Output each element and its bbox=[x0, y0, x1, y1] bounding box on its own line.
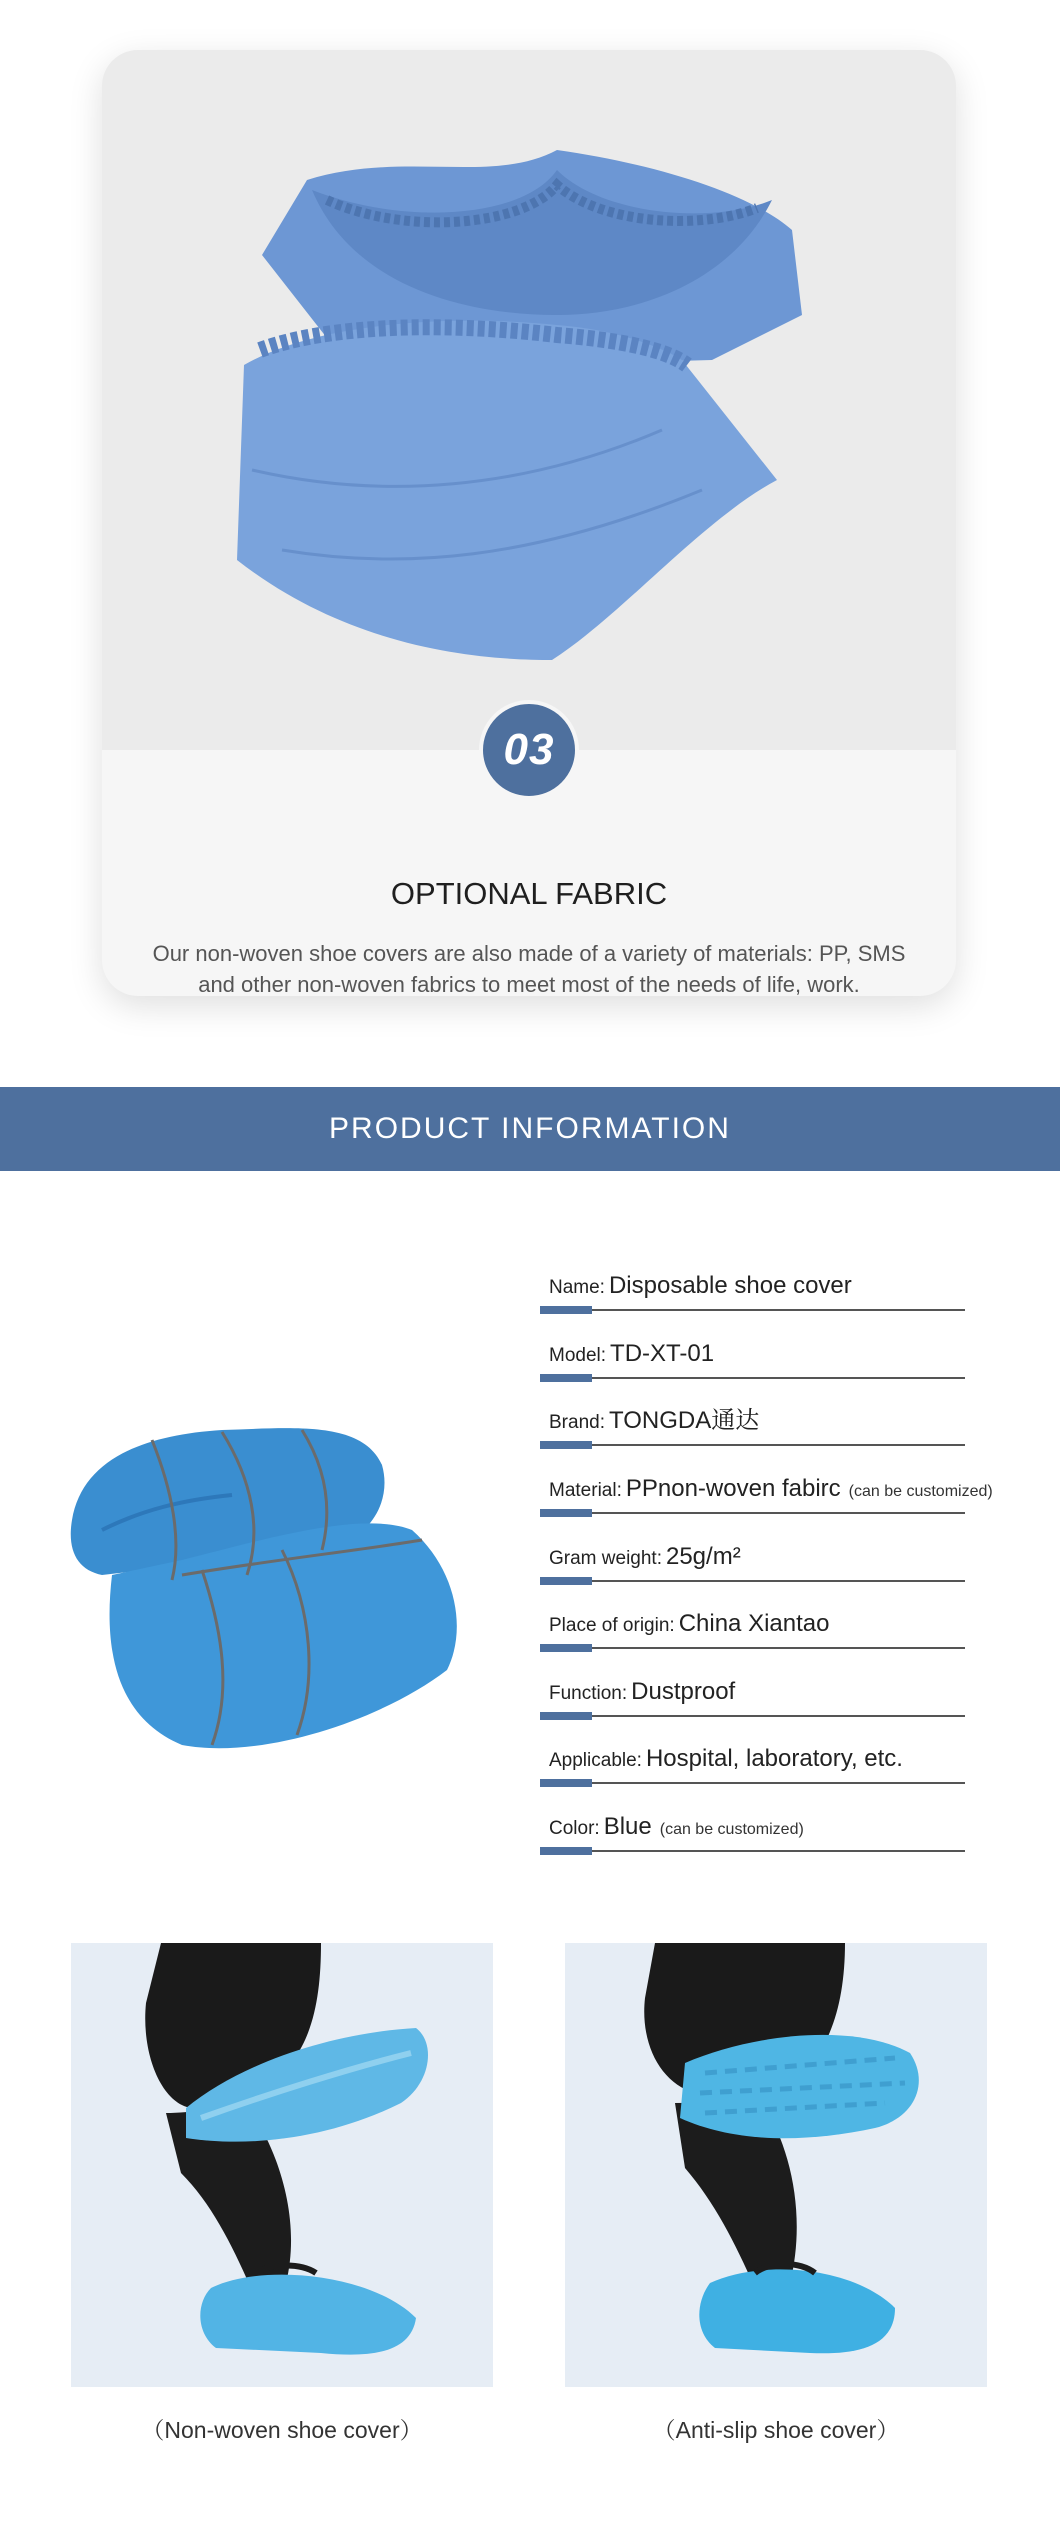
info-label: Brand: bbox=[549, 1412, 605, 1433]
divider bbox=[540, 1512, 965, 1514]
divider bbox=[540, 1850, 965, 1852]
non-woven-shoe-cover-image bbox=[71, 1943, 493, 2387]
info-value: Dustproof bbox=[631, 1678, 736, 1705]
info-label: Model: bbox=[549, 1345, 607, 1366]
accent-bar bbox=[540, 1509, 592, 1517]
info-value: PPnon-woven fabirc bbox=[625, 1475, 841, 1502]
info-value: TONGDA通达 bbox=[608, 1407, 760, 1434]
info-value: Blue bbox=[603, 1813, 652, 1840]
info-label: Place of origin: bbox=[549, 1615, 675, 1636]
fabric-shoe-covers-image bbox=[102, 50, 956, 750]
feature-card bbox=[102, 50, 956, 996]
info-label: Applicable: bbox=[549, 1750, 642, 1771]
accent-bar bbox=[540, 1847, 592, 1855]
divider bbox=[540, 1715, 965, 1717]
feature-title: OPTIONAL FABRIC bbox=[390, 876, 668, 911]
info-row-material bbox=[540, 1449, 993, 1517]
divider bbox=[540, 1782, 965, 1784]
divider bbox=[540, 1444, 965, 1446]
divider bbox=[540, 1580, 965, 1582]
info-label: Color: bbox=[549, 1818, 600, 1839]
caption-anti-slip: （Anti-slip shoe cover） bbox=[652, 2417, 900, 2443]
info-value: Disposable shoe cover bbox=[608, 1272, 852, 1299]
info-label: Function: bbox=[549, 1683, 628, 1704]
info-value: China Xiantao bbox=[678, 1610, 830, 1637]
info-label: Material: bbox=[549, 1480, 622, 1501]
divider bbox=[540, 1647, 965, 1649]
accent-bar bbox=[540, 1644, 592, 1652]
info-label: Gram weight: bbox=[549, 1548, 662, 1569]
info-row-gram-weight bbox=[540, 1517, 965, 1585]
info-value: 25g/m² bbox=[665, 1543, 741, 1570]
info-note: (can be customized) bbox=[659, 1821, 804, 1838]
divider bbox=[540, 1377, 965, 1379]
info-row-name bbox=[540, 1246, 965, 1314]
divider bbox=[540, 1309, 965, 1311]
feature-description: Our non-woven shoe covers are also made of a variety of materials: PP, SMS and other non-woven fabrics to meet most of the needs of life, work. bbox=[152, 941, 906, 996]
info-note: (can be customized) bbox=[848, 1483, 993, 1500]
info-value: TD-XT-01 bbox=[610, 1340, 715, 1367]
product-information-header bbox=[0, 1087, 1060, 1171]
step-badge bbox=[479, 700, 579, 800]
rolled-shoe-covers-image bbox=[62, 1400, 472, 1770]
accent-bar bbox=[540, 1779, 592, 1787]
section-title: PRODUCT INFORMATION bbox=[329, 1112, 731, 1145]
info-row-place-of-origin bbox=[540, 1584, 965, 1652]
info-row-model bbox=[540, 1314, 965, 1382]
info-row-brand bbox=[540, 1381, 965, 1449]
info-row-color bbox=[540, 1787, 965, 1855]
info-label: Name: bbox=[549, 1277, 605, 1298]
info-row-function bbox=[540, 1652, 965, 1720]
accent-bar bbox=[540, 1306, 592, 1314]
accent-bar bbox=[540, 1441, 592, 1449]
step-number: 03 bbox=[503, 725, 555, 774]
info-row-applicable bbox=[540, 1719, 965, 1787]
caption-non-woven: （Non-woven shoe cover） bbox=[141, 2417, 423, 2443]
anti-slip-shoe-cover-image bbox=[565, 1943, 987, 2387]
info-value: Hospital, laboratory, etc. bbox=[645, 1745, 903, 1772]
